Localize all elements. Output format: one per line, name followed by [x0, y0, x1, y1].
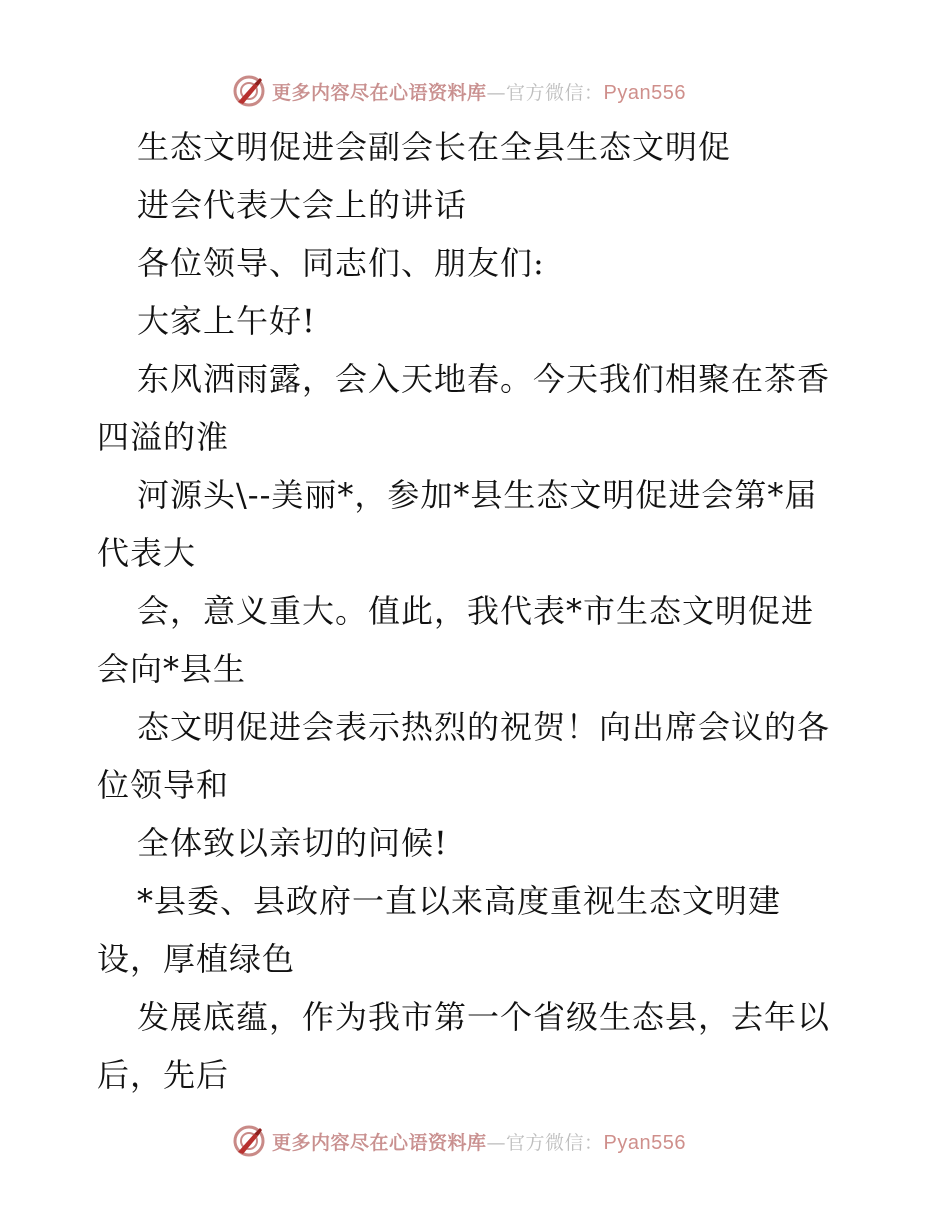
- text-line: 会向*县生: [97, 650, 247, 688]
- document-body: [97, 118, 857, 1104]
- watermark-header: [232, 71, 686, 111]
- pen-logo-icon: [232, 1124, 266, 1158]
- text-line: 代表大: [97, 534, 197, 572]
- text-line: 全体致以亲切的问候!: [137, 824, 448, 862]
- text-line: 位领导和: [97, 766, 230, 804]
- text-line: 态文明促进会表示热烈的祝贺！向出席会议的各: [137, 708, 831, 746]
- watermark-id: Pyan556: [603, 1131, 686, 1154]
- watermark-separator: —: [486, 81, 507, 104]
- text-line: 会，意义重大。值此，我代表*市生态文明促进: [137, 592, 815, 630]
- pen-logo-icon: [232, 74, 266, 108]
- watermark-main-text: 更多内容尽在心语资料库: [272, 1131, 487, 1154]
- watermark-sub-text: 官方微信：: [506, 1131, 604, 1154]
- watermark-id: Pyan556: [603, 81, 686, 104]
- text-line: 进会代表大会上的讲话: [137, 186, 468, 224]
- text-line: 发展底蕴，作为我市第一个省级生态县，去年以: [137, 998, 831, 1036]
- text-line: 四溢的淮: [97, 418, 230, 456]
- text-line: 后，先后: [97, 1056, 230, 1094]
- watermark-separator: —: [486, 1131, 507, 1154]
- text-line: 各位领导、同志们、朋友们:: [137, 244, 545, 282]
- watermark-main-text: 更多内容尽在心语资料库: [272, 81, 487, 104]
- text-line: 生态文明促进会副会长在全县生态文明促: [137, 128, 732, 166]
- watermark-footer: [232, 1121, 686, 1161]
- text-line: 大家上午好!: [137, 302, 316, 340]
- text-line: 河源头\--美丽*，参加*县生态文明促进会第*届: [137, 476, 818, 514]
- text-line: 设，厚植绿色: [97, 940, 296, 978]
- text-line: 东风洒雨露，会入天地春。今天我们相聚在茶香: [137, 360, 831, 398]
- watermark-sub-text: 官方微信：: [506, 81, 604, 104]
- text-line: *县委、县政府一直以来高度重视生态文明建: [137, 882, 782, 920]
